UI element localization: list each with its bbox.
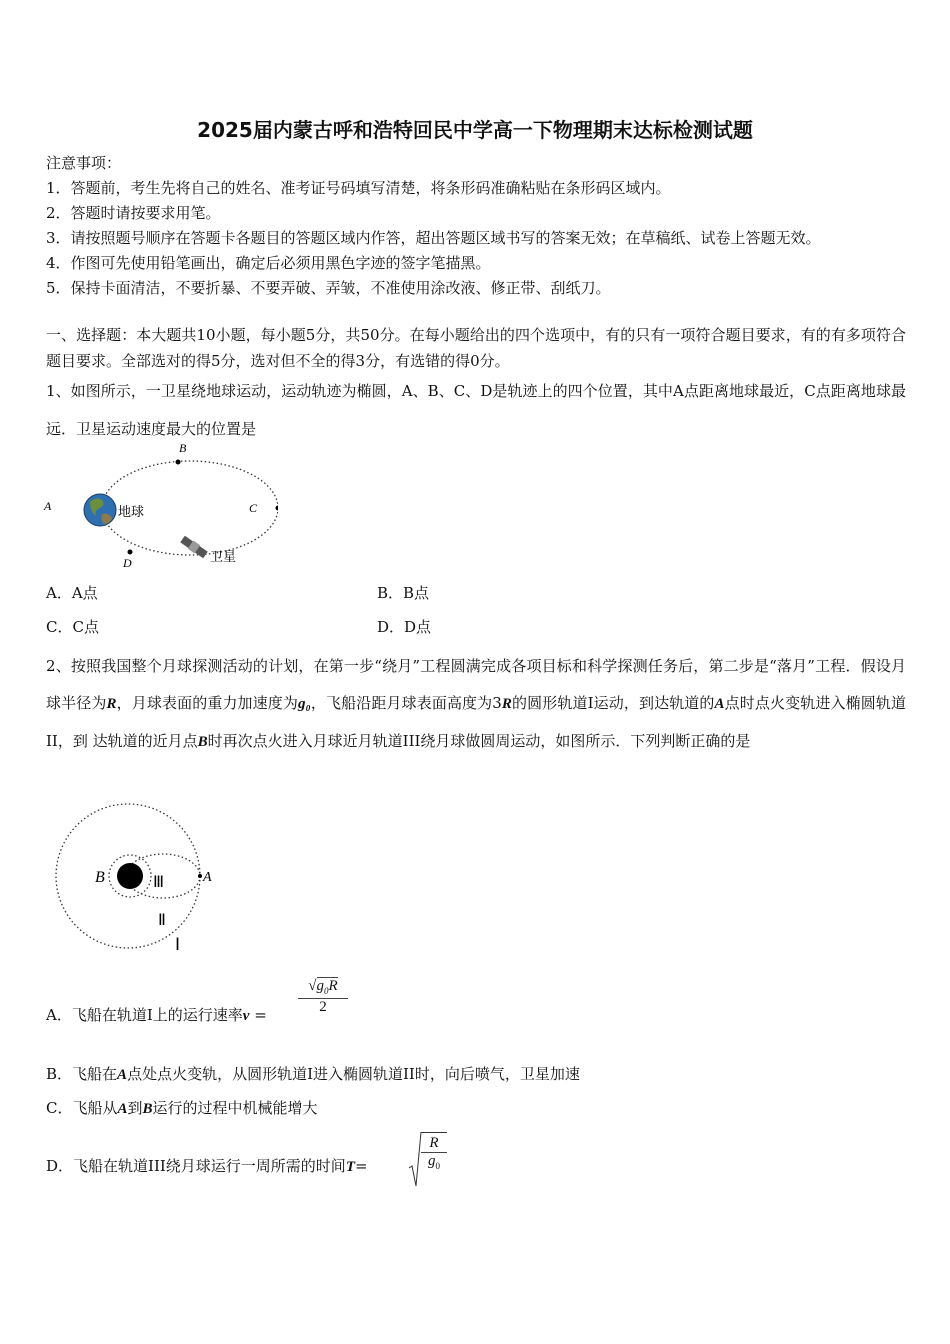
notice-heading: 注意事项： bbox=[46, 154, 122, 172]
q1-earth-label: 地球 bbox=[118, 504, 145, 519]
notice-item-2: 2．答题时请按要求用笔。 bbox=[46, 204, 221, 222]
q2-option-d: D．飞船在轨道III绕月球运行一周所需的时间T= bbox=[46, 1157, 368, 1175]
moon-icon bbox=[117, 863, 143, 889]
q2-label-orbit-3: Ⅲ bbox=[153, 874, 165, 891]
q1-orbit-diagram bbox=[38, 440, 278, 570]
q1-option-a: A．A点 bbox=[46, 584, 98, 602]
q1-option-c: C．C点 bbox=[46, 618, 99, 636]
q2-orbit-diagram bbox=[48, 798, 228, 958]
q2-option-b: B．飞船在A点处点火变轨，从圆形轨道I进入椭圆轨道II时，向后喷气，卫星加速 bbox=[46, 1065, 580, 1083]
notice-item-3: 3．请按照题号顺序在答题卡各题目的答题区域内作答，超出答题区域书写的答案无效；在草稿纸、试卷上答题无效。 bbox=[46, 229, 821, 247]
q1-label-b: B bbox=[179, 441, 187, 455]
q1-point-d-dot bbox=[128, 550, 133, 555]
page-title: 2025届内蒙古呼和浩特回民中学高一下物理期末达标检测试题 bbox=[197, 118, 753, 142]
q1-point-c-dot bbox=[276, 506, 279, 511]
q2-option-a: A．飞船在轨道I上的运行速率v = bbox=[46, 1006, 267, 1024]
q2-option-a-formula: $√g_0R$ 2 bbox=[298, 978, 348, 1016]
earth-icon bbox=[84, 494, 116, 526]
q2-label-orbit-2: Ⅱ bbox=[158, 912, 166, 929]
q2-label-a: A bbox=[203, 870, 212, 885]
notice-item-4: 4．作图可先使用铅笔画出，确定后必须用黑色字迹的签字笔描黑。 bbox=[46, 254, 491, 272]
sqrt-sign bbox=[408, 1130, 422, 1190]
q2-label-b: B bbox=[95, 869, 105, 886]
notice-item-1: 1．答题前，考生先将自己的姓名、准考证号码填写清楚，将条形码准确粘贴在条形码区域内。 bbox=[46, 179, 671, 197]
section-intro: 一、选择题：本大题共10小题，每小题5分，共50分。在每小题给出的四个选项中，有的只有一项符合题目要求，有的有多项符合题目要求。全部选对的得5分，选对但不全的得3分，有选错的得0分。 bbox=[46, 326, 906, 370]
q2-option-c: C．飞船从A到B运行的过程中机械能增大 bbox=[46, 1099, 318, 1117]
q2-option-d-formula: R $g_0$ bbox=[408, 1130, 448, 1190]
q1-option-d: D．D点 bbox=[377, 618, 432, 636]
notice-item-5: 5．保持卡面清洁，不要折暴、不要弄破、弄皱，不准使用涂改液、修正带、刮纸刀。 bbox=[46, 279, 611, 297]
q1-label-a: A bbox=[44, 499, 52, 513]
q1-point-b-dot bbox=[176, 460, 181, 465]
q1-stem: 1、如图所示，一卫星绕地球运动，运动轨迹为椭圆，A、B、C、D是轨迹上的四个位置，其中A点距离地球最近，C点距离地球最远．卫星运动速度最大的位置是 bbox=[46, 382, 906, 438]
q1-option-b: B．B点 bbox=[377, 584, 430, 602]
q2-point-a-dot bbox=[198, 874, 202, 878]
q2-stem: 2、按照我国整个月球探测活动的计划，在第一步“绕月”工程圆满完成各项目标和科学探测任务后，第二步是“落月”工程．假设月球半径为R，月球表面的重力加速度为g₀，飞船沿距月球表面高度为3R的圆形轨道I运动，到达轨道的A点时点火变轨进入椭圆轨道II，到 达轨道的近月点B时再次点火进入月球近月轨道III绕月球做圆周运动，如图所示．下列判断正确的是 bbox=[46, 657, 906, 750]
q1-label-c: C bbox=[249, 501, 258, 515]
q1-satellite-label: 卫星 bbox=[210, 549, 237, 564]
q2-label-orbit-1: Ⅰ bbox=[175, 935, 181, 954]
q1-label-d: D bbox=[123, 556, 132, 570]
